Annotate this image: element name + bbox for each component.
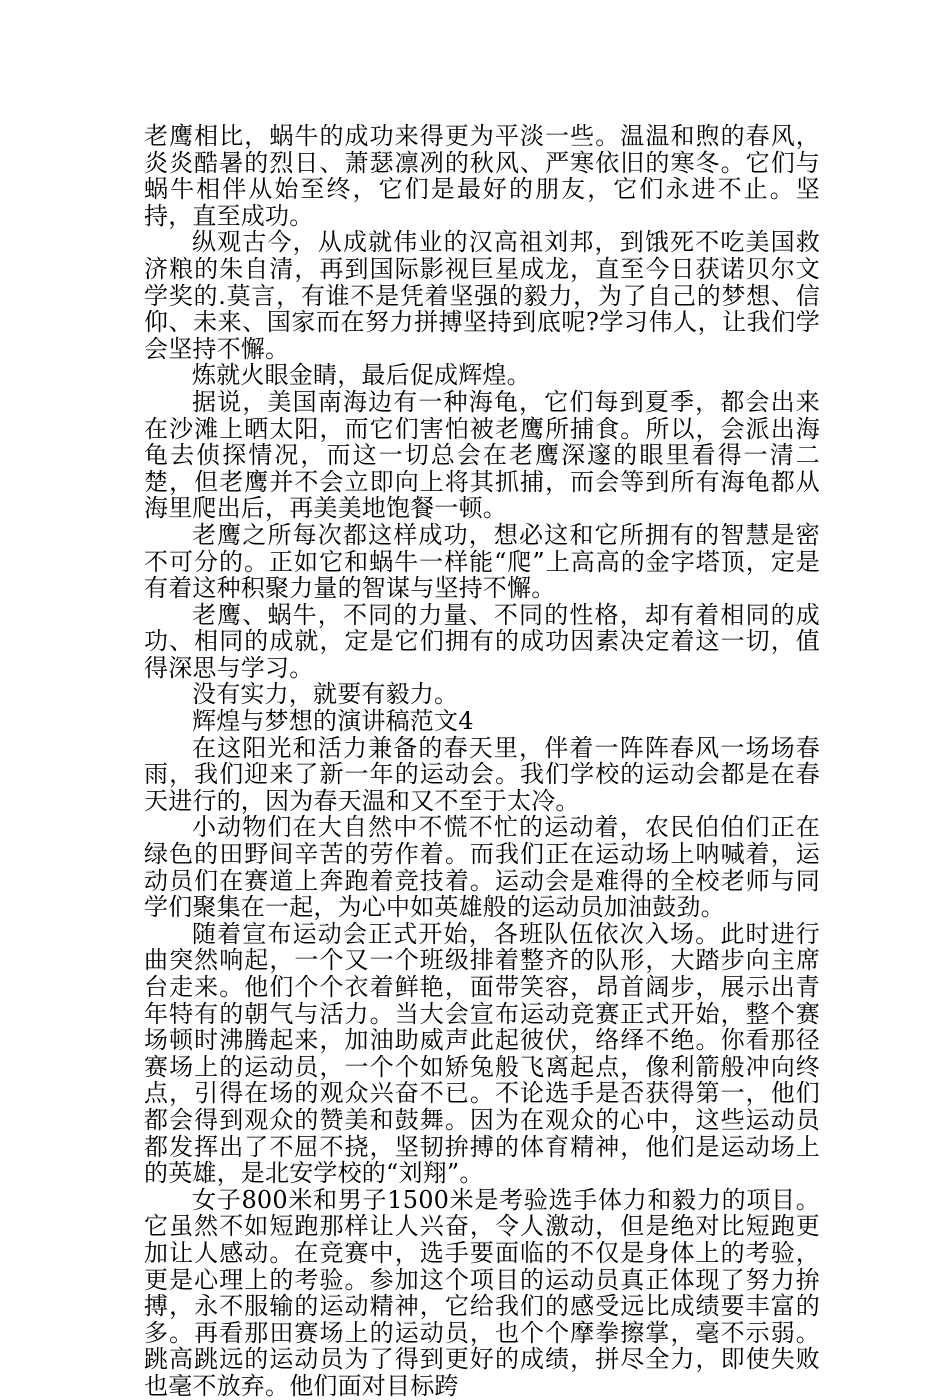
paragraph: 老鹰相比，蜗牛的成功来得更为平淡一些。温温和煦的春风，炎炎酷暑的烈日、萧瑟凛冽的秋风、严寒依旧的寒冬。它们与蜗牛相伴从始至终，它们是最好的朋友，它们永进不止。坚持，直至成功。: [144, 122, 820, 230]
paragraph: 没有实力，就要有毅力。: [192, 680, 459, 709]
section-heading: 辉煌与梦想的演讲稿范文4: [192, 707, 474, 736]
paragraph: 小动物们在大自然中不慌不忙的运动着，农民伯伯们正在绿色的田野间辛苦的劳作着。而我们正在运动场上呐喊着，运动员们在赛道上奔跑着竞技着。运动会是难得的全校老师与同学们聚集在一起，为心中如英雄般的运动员加油鼓劲。: [144, 813, 820, 922]
document-body: [144, 123, 820, 1400]
paragraph: 随着宣布运动会正式开始，各班队伍依次入场。此时进行曲突然响起，一个又一个班级排着整齐的队形，大踏步向主席台走来。他们个个衣着鲜艳，面带笑容，昂首阔步，展示出青年特有的朝气与活力。当大会宣布运动竞赛正式开始，整个赛场顿时沸腾起来，加油助威声此起彼伏，络绎不绝。你看那径赛场上的运动员，一个个如矫兔般飞离起点，像利箭般冲向终点，引得在场的观众兴奋不已。不论选手是否获得第一，他们都会得到观众的赞美和鼓舞。因为在观众的心中，这些运动员都发挥出了不屈不挠，坚韧拚搏的体育精神，他们是运动场上的英雄，是北安学校的“刘翔”。: [144, 919, 820, 1188]
paragraph: 老鹰之所每次都这样成功，想必这和它所拥有的智慧是密不可分的。正如它和蜗牛一样能“爬”上高高的金字塔顶，定是有着这种积聚力量的智谋与坚持不懈。: [144, 520, 820, 603]
paragraph: 炼就火眼金睛，最后促成辉煌。: [192, 361, 531, 390]
paragraph: 老鹰、蜗牛，不同的力量、不同的性格，却有着相同的成功、相同的成就，定是它们拥有的成功因素决定着这一切，值得深思与学习。: [144, 600, 820, 682]
paragraph: 在这阳光和活力兼备的春天里，伴着一阵阵春风一场场春雨，我们迎来了新一年的运动会。我们学校的运动会都是在春天进行的，因为春天温和又不至于太冷。: [144, 733, 820, 815]
paragraph: 据说，美国南海边有一种海龟，它们每到夏季，都会出来在沙滩上晒太阳，而它们害怕被老鹰所捕食。所以，会派出海龟去侦探情况，而这一切总会在老鹰深邃的眼里看得一清二楚，但老鹰并不会立即向上将其抓捕，而会等到所有海龟都从海里爬出后，再美美地饱餐一顿。: [144, 387, 820, 523]
paragraph: 女子800米和男子1500米是考验选手体力和毅力的项目。它虽然不如短跑那样让人兴奋，令人激动，但是绝对比短跑更加让人感动。在竞赛中，选手要面临的不仅是身体上的考验，更是心理上的考验。参加这个项目的运动员真正体现了努力拚搏，永不服输的运动精神，它给我们的感受远比成绩要丰富的多。再看那田赛场上的运动员，也个个摩拳擦掌，毫不示弱。跳高跳远的运动员为了得到更好的成绩，拼尽全力，即使失败也毫不放弃。他们面对目标跨: [144, 1185, 820, 1400]
paragraph: 纵观古今，从成就伟业的汉高祖刘邦，到饿死不吃美国救济粮的朱自清，再到国际影视巨星成龙，直至今日获诺贝尔文学奖的.莫言，有谁不是凭着坚强的毅力，为了自己的梦想、信仰、未来、国家而在努力拼搏坚持到底呢?学习伟人，让我们学会坚持不懈。: [144, 228, 820, 363]
